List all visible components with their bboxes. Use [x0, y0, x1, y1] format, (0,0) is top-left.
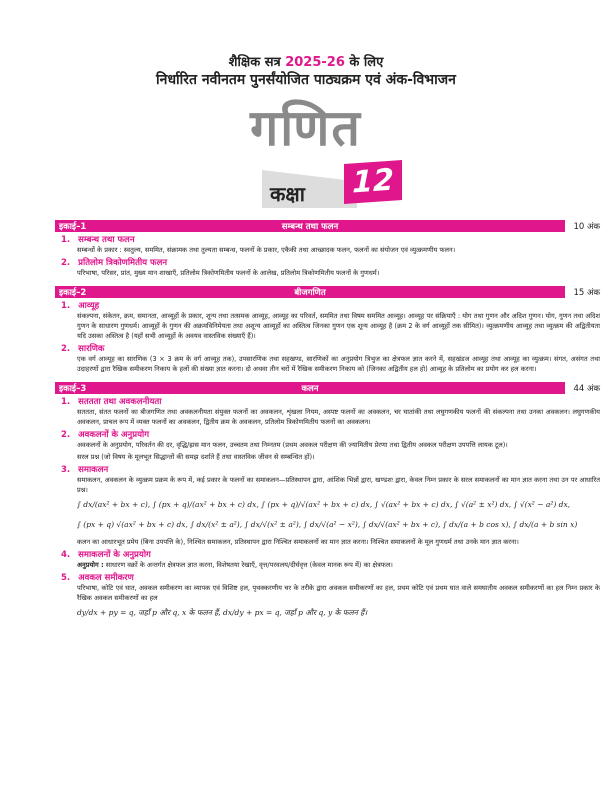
section-text: [77, 268, 600, 278]
section-number: 5.: [61, 573, 71, 583]
section-heading: [61, 429, 600, 440]
session-text-end: के लिए: [349, 55, 384, 70]
section-text: [77, 354, 600, 374]
section-number: 3.: [61, 465, 71, 475]
syllabus-section: [61, 300, 600, 341]
class-badge: [262, 160, 402, 210]
unit-spacer: [55, 623, 600, 627]
unit-title: सम्बन्ध तथा फलन: [281, 221, 339, 232]
section-body: सम्बन्धों के प्रकार : स्वतुल्य, सममित, संक्रामक तथा तुल्यता सम्बन्ध, फलनों के प्रकार, एकैकी तथा आच्छादक फलन, फलनों का संयोजन एवं व्युत्क्रमणीय फलन।: [77, 246, 456, 254]
session-year: 2025-26: [285, 55, 345, 70]
section-body: परिभाषा, कोटि एवं घात, अवकल समीकरण का व्यापक एवं विशिष्ट हल, पृथक्करणीय चर के तरीके द्वारा अवकल समीकरणों का हल, प्रथम कोटि एवं प्रथम घात वाले समघातीय अवकल समीकरणों का हल निम्न प्रकार के रैखिक अवकल समीकरणों का हल: [77, 584, 600, 602]
section-title: समाकलनों के अनुप्रयोग: [78, 550, 151, 560]
section-body: अवकलनों के अनुप्रयोग, परिवर्तन की दर, वृद्धि/ह्रास मान फलन, उच्चतम तथा निम्नतम (प्रथम अवकल परीक्षण की ज्यामितीय प्रेरणा तथा द्वितीय अवकल परीक्षण उपपत्ति लायक टूल)।: [77, 441, 508, 449]
section-heading: [61, 234, 600, 245]
section-heading: [61, 343, 600, 354]
syllabus-section: [61, 257, 600, 278]
section-number: 1.: [61, 235, 71, 245]
section-heading: [61, 572, 600, 583]
section-text: [77, 245, 600, 255]
unit-marks: 10 अंक: [573, 221, 600, 232]
section-heading: [61, 396, 600, 407]
section-heading: [61, 464, 600, 475]
section-number: 1.: [61, 301, 71, 311]
section-number: 4.: [61, 550, 71, 560]
unit-header: [55, 382, 600, 394]
unit-header: [55, 286, 600, 298]
section-title: सारणिक: [78, 344, 105, 354]
section-text: [77, 475, 600, 495]
unit-title: बीजगणित: [294, 287, 326, 298]
unit-marks: 44 अंक: [573, 383, 600, 394]
unit-spacer: [55, 278, 600, 282]
class-number: 12: [344, 160, 402, 204]
unit-label: इकाई–2: [59, 287, 87, 298]
section-body: संकल्पना, संकेतन, क्रम, समानता, आव्यूहों के प्रकार, शून्य तथा तत्समक आव्यूह, आव्यूह का परिवर्त, सममित तथा विषम सममित आव्यूह। आव्यूह पर संक्रियाएँ : योग तथा गुणन और अदिश गुणन। योग, गुणन तथा अदिश गुणन के साधारण गुणधर्म। आव्यूहों के गुणन की अक्रमविनिमेयता तथा अशून्य आव्यूहों का अस्तित्व जिनका गुणन एक शून्य आव्यूह है (क्रम 2 के वर्ग आव्यूहों तक सीमित)। व्युत्क्रमणीय आव्यूह तथा व्युत्क्रम की अद्वितीयता यदि उसका अस्तित्व है (यहाँ सभी आव्यूहों के अवयव वास्तविक संख्याएँ हैं)।: [77, 312, 600, 340]
section-text: [77, 311, 600, 341]
syllabus-section: [61, 549, 600, 570]
syllabus-section: [61, 429, 600, 462]
section-number: 1.: [61, 397, 71, 407]
syllabus-section: [61, 464, 600, 547]
section-text: [77, 560, 600, 570]
syllabus-section: [61, 572, 600, 623]
section-number: 2.: [61, 430, 71, 440]
unit-marks: 15 अंक: [573, 287, 600, 298]
unit-header: [55, 220, 600, 232]
section-body: परिभाषा, परिसर, प्रांत, मुख्य मान शाखाएँ, प्रतिलोम त्रिकोणमितीय फलनों के आलेख, प्रतिलोम त्रिकोणमितीय फलनों के गुणधर्म।: [77, 269, 380, 277]
formula-line: dy/dx + py = q, जहाँ p और q, x के फलन हैं, dx/dy + px = q, जहाँ p और q, y के फलन हैं।: [77, 608, 368, 617]
section-lead: अनुप्रयोग :: [77, 561, 104, 569]
class-label: कक्षा: [270, 182, 305, 206]
section-text: [77, 407, 600, 427]
unit-label: इकाई–3: [59, 383, 87, 394]
section-heading: [61, 257, 600, 268]
unit-bar: [55, 286, 565, 298]
unit-bar: [55, 220, 565, 232]
section-body: साधारण वक्रों के अन्तर्गत क्षेत्रफल ज्ञात करना, विशेषतया रेखाएँ, वृत्त/परवलय/दीर्घवृत्त (केवल मानक रूप में) का क्षेत्रफल।: [105, 561, 393, 569]
section-number: 2.: [61, 258, 71, 268]
section-text: [77, 440, 600, 450]
section-text: [77, 583, 600, 603]
section-heading: [61, 300, 600, 311]
syllabus-section: [61, 396, 600, 427]
section-title: अवकलनों के अनुप्रयोग: [78, 430, 149, 440]
section-title: अवकल समीकरण: [78, 573, 134, 583]
section-body: समाकलन, अवकलन के व्युत्क्रम प्रक्रम के रूप में, कई प्रकार के फलनों का समाकलन—प्रतिस्थापन द्वारा, आंशिक भिन्नों द्वारा, खण्डशः द्वारा, केवल निम्न प्रकार के सरल समाकलनों का मान ज्ञात करना तथा उन पर आधारित प्रश्न।: [77, 476, 600, 494]
section-title: सततता तथा अवकलनीयता: [78, 397, 162, 407]
formula-line: ∫ (px + q) √(ax² + bx + c) dx, ∫ dx/(x² ± a²), ∫ dx/√(x² ± a²), ∫ dx/√(a² − x²), ∫ dx/√(ax² + bx + c), ∫ dx/(a + b cos x), ∫ dx/(a + b sin x): [77, 520, 578, 529]
section-title: आव्यूह: [78, 301, 100, 311]
section-text-extra: सरल प्रश्न (जो विषय के मूलभूत सिद्धान्तों की समझ दर्शाते हैं तथा वास्तविक जीवन से सम्बन्धित हों)।: [77, 453, 315, 461]
section-title: प्रतिलोम त्रिकोणमितीय फलन: [78, 258, 168, 268]
section-heading: [61, 549, 600, 560]
section-body: सततता, संतत फलनों का बीजगणित तथा अवकलनीयता संयुक्त फलनों का अवकलन, शृंखला नियम, अस्पष्ट फलनों का अवकलन, चर घातांकी तथा लघुगणकीय फलनों की संकल्पना तथा उनका अवकलन। लघुगणकीय अवकलन, प्राचल रूप में व्यक्त फलनों का अवकलन, द्वितीय क्रम के अवकलन, प्रतिलोम त्रिकोणमितीय फलनों का अवकलन।: [77, 408, 600, 426]
syllabus-section: [61, 343, 600, 374]
section-text-extra: कलन का आधारभूत प्रमेय (बिना उपपत्ति के), निश्चित समाकलन, प्रतिस्थापन द्वारा निश्चित समाकलनों का मान ज्ञात करना। निश्चित समाकलनों के मूल गुणधर्म तथा उनके मान ज्ञात करना।: [77, 538, 519, 546]
unit-spacer: [55, 374, 600, 378]
unit-label: इकाई–1: [59, 221, 87, 232]
syllabus-section: [61, 234, 600, 255]
unit-title: कलन: [301, 383, 319, 394]
unit-bar: [55, 382, 565, 394]
syllabus-heading: निर्धारित नवीनतम पुनर्संयोजित पाठ्यक्रम एवं अंक-विभाजन: [156, 72, 456, 88]
subject-title: गणित: [250, 99, 362, 157]
syllabus-content: [55, 216, 600, 627]
section-number: 2.: [61, 344, 71, 354]
section-title: समाकलन: [78, 465, 109, 475]
session-heading: [0, 52, 612, 70]
section-body: एक वर्ग आव्यूह का सारणिक (3 × 3 क्रम के वर्ग आव्यूह तक), उपसारणिक तथा सहखण्ड, सारणिकों का अनुप्रयोग त्रिभुज का क्षेत्रफल ज्ञात करने में, सहखंडज आव्यूह तथा आव्यूह का व्युत्क्रम। संगत, असंगत तथा उदाहरणों द्वारा रैखिक समीकरण निकाय के हलों की संख्या ज्ञात करना। दो अथवा तीन चरों में रैखिक समीकरण निकाय को (जिनका अद्वितीय हल हो) आव्यूह के प्रतिलोम का प्रयोग कर हल करना।: [77, 355, 600, 373]
formula-line: ∫ dx/(ax² + bx + c), ∫ (px + q)/(ax² + bx + c) dx, ∫ (px + q)/√(ax² + bx + c) dx, ∫ √(ax² + bx + c) dx, ∫ √(a² ± x²) dx, ∫ √(x² − a²) dx,: [77, 500, 571, 509]
section-title: सम्बन्ध तथा फलन: [78, 235, 135, 245]
session-text: शैक्षिक सत्र: [228, 55, 281, 70]
